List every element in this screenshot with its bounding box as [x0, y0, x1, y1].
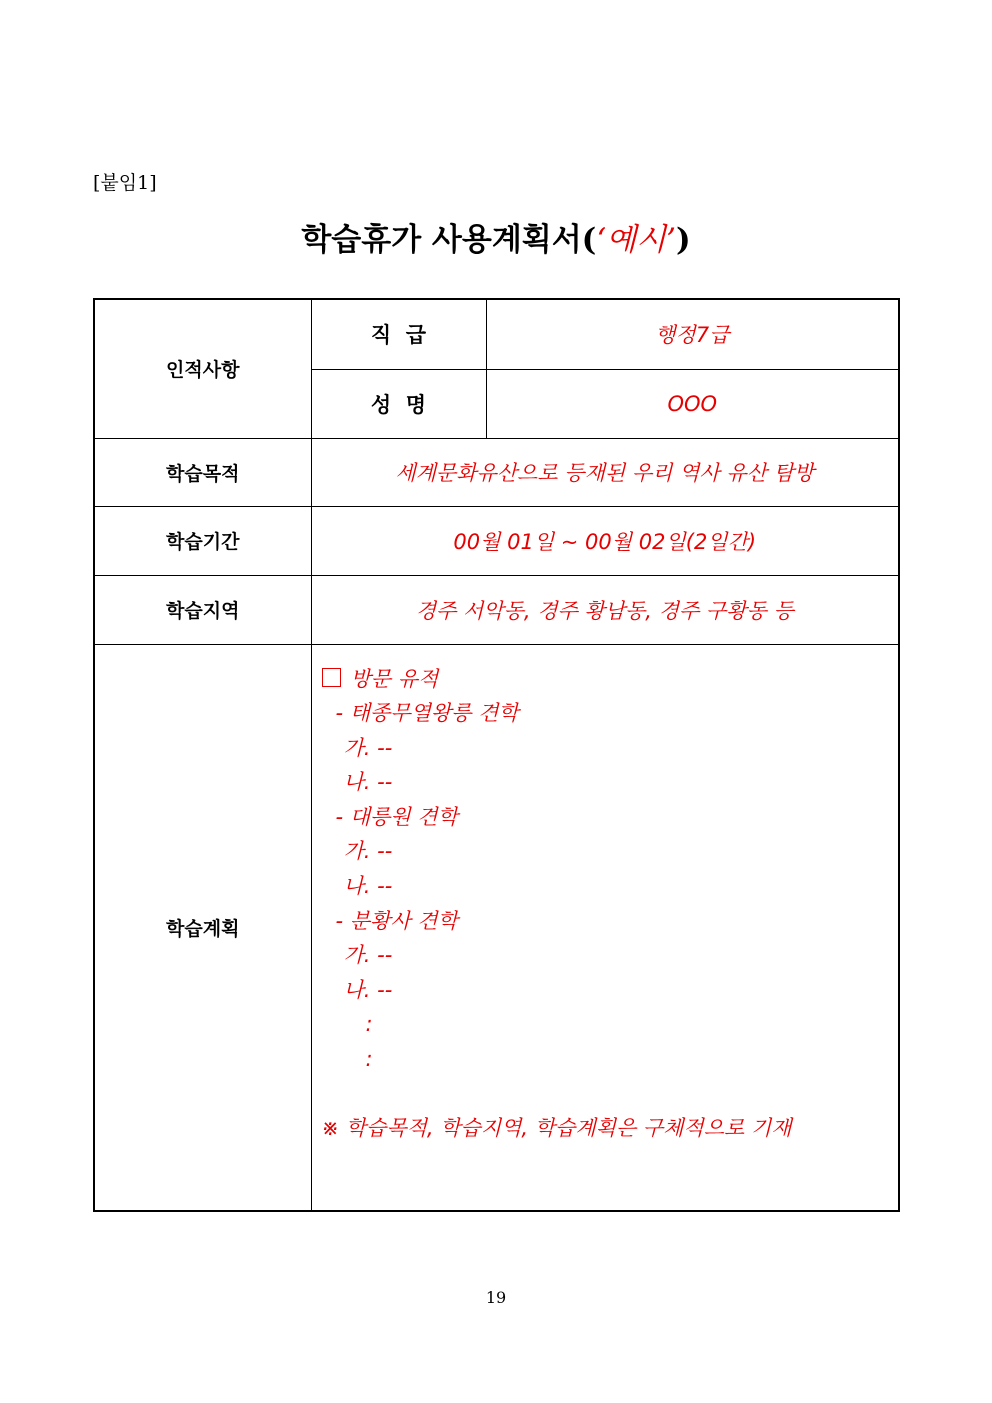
table-row-plan: [94, 644, 899, 1211]
list-item: :: [365, 1047, 373, 1072]
page-number: 19: [485, 1288, 507, 1307]
list-item: 나. --: [343, 977, 393, 1002]
list-item: 나. --: [343, 770, 393, 795]
plan-table: [93, 298, 900, 1212]
attachment-label: [붙임1]: [93, 172, 157, 194]
name-label-text: 성 명: [370, 392, 427, 417]
table-row-purpose: [94, 438, 899, 506]
plan-heading-text: 방문 유적: [350, 666, 439, 691]
list-item: :: [365, 1012, 373, 1037]
rank-label-text: 직 급: [370, 323, 427, 348]
region-label: 학습지역: [94, 575, 311, 644]
plan-content: [311, 644, 899, 1211]
list-item: - 대릉원 견학: [335, 804, 458, 829]
period-label: 학습기간: [94, 506, 311, 575]
plan-label: 학습계획: [94, 644, 311, 1211]
list-item: 나. --: [343, 874, 393, 899]
list-spacer: [322, 1077, 899, 1112]
table-row-region: [94, 575, 899, 644]
rank-label: [311, 299, 486, 369]
document-title: [0, 215, 992, 265]
table-row-period: [94, 506, 899, 575]
name-value: OOO: [486, 369, 899, 438]
list-item: - 태종무열왕릉 견학: [335, 701, 519, 726]
rank-value: 행정7급: [486, 299, 899, 369]
checkbox-icon: [322, 668, 341, 687]
plan-list: [312, 645, 899, 1146]
list-item: 가. --: [343, 735, 393, 760]
purpose-label: 학습목적: [94, 438, 311, 506]
title-main: 학습휴가 사용계획서(: [301, 222, 597, 258]
list-item: - 분황사 견학: [335, 908, 458, 933]
period-value: 00월 01일 ~ 00월 02일(2일간): [311, 506, 899, 575]
list-item: 가. --: [343, 839, 393, 864]
title-example-mark: ‘예시’: [596, 222, 676, 258]
name-label: [311, 369, 486, 438]
plan-heading: [322, 662, 899, 697]
region-value: 경주 서악동, 경주 황남동, 경주 구황동 등: [311, 575, 899, 644]
list-item: 가. --: [343, 943, 393, 968]
table-row-rank: [94, 299, 899, 369]
personal-info-label: 인적사항: [94, 299, 311, 438]
purpose-value: 세계문화유산으로 등재된 우리 역사 유산 탐방: [311, 438, 899, 506]
plan-note: ※ 학습목적, 학습지역, 학습계획은 구체적으로 기재: [321, 1116, 792, 1141]
title-close: ): [675, 222, 691, 258]
